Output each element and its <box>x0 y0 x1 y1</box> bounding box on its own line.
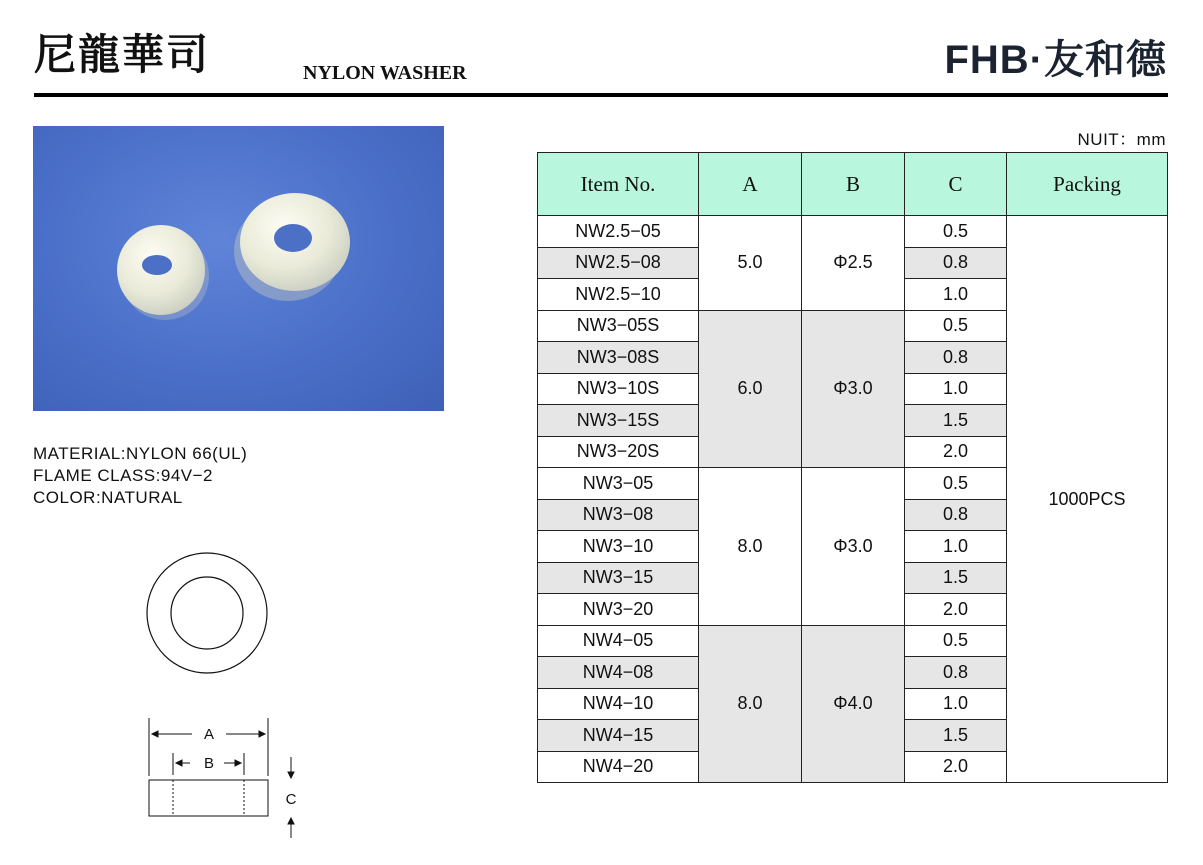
cell-packing: 1000PCS <box>1007 216 1168 783</box>
cell-a: 8.0 <box>699 625 802 783</box>
cell-c: 0.8 <box>905 657 1007 689</box>
cell-item-no: NW3−15 <box>538 562 699 594</box>
cell-item-no: NW3−10S <box>538 373 699 405</box>
cell-c: 1.5 <box>905 562 1007 594</box>
cell-c: 1.0 <box>905 688 1007 720</box>
label-b: B <box>203 755 215 772</box>
header-rule <box>34 93 1168 97</box>
cell-c: 1.0 <box>905 531 1007 563</box>
cell-c: 2.0 <box>905 751 1007 783</box>
cell-item-no: NW4−05 <box>538 625 699 657</box>
table-row <box>538 216 1168 248</box>
top-view <box>147 553 267 673</box>
cell-b: Φ4.0 <box>802 625 905 783</box>
cell-c: 2.0 <box>905 594 1007 626</box>
cell-item-no: NW3−20S <box>538 436 699 468</box>
large-washer <box>234 193 350 301</box>
label-a: A <box>203 726 215 743</box>
header-b: B <box>802 153 905 216</box>
material-line: MATERIAL:NYLON 66(UL) <box>33 444 248 463</box>
color-line: COLOR:NATURAL <box>33 488 183 507</box>
cell-c: 0.5 <box>905 216 1007 248</box>
cell-a: 5.0 <box>699 216 802 311</box>
cell-c: 0.8 <box>905 342 1007 374</box>
cell-item-no: NW3−10 <box>538 531 699 563</box>
dimension-drawing <box>130 548 340 853</box>
cell-c: 0.5 <box>905 468 1007 500</box>
header-item-no: Item No. <box>538 153 699 216</box>
header-c: C <box>905 153 1007 216</box>
cell-item-no: NW4−20 <box>538 751 699 783</box>
cell-c: 1.5 <box>905 720 1007 752</box>
cell-c: 2.0 <box>905 436 1007 468</box>
cell-item-no: NW3−05S <box>538 310 699 342</box>
page-title-english: NYLON WASHER <box>303 62 467 84</box>
cell-item-no: NW4−10 <box>538 688 699 720</box>
table-header-row <box>538 153 1168 216</box>
product-photo <box>33 126 444 411</box>
cell-a: 8.0 <box>699 468 802 626</box>
cell-c: 0.5 <box>905 625 1007 657</box>
cell-c: 0.5 <box>905 310 1007 342</box>
cell-item-no: NW4−08 <box>538 657 699 689</box>
brand-logo: FHB·友和德 <box>944 38 1167 82</box>
cell-b: Φ3.0 <box>802 468 905 626</box>
cell-item-no: NW3−08 <box>538 499 699 531</box>
flame-class-line: FLAME CLASS:94V−2 <box>33 466 214 485</box>
small-washer <box>117 225 209 320</box>
side-view <box>149 718 294 838</box>
cell-c: 1.5 <box>905 405 1007 437</box>
cell-c: 0.8 <box>905 499 1007 531</box>
cell-c: 1.0 <box>905 373 1007 405</box>
label-c: C <box>285 791 297 808</box>
page-title-chinese: 尼龍華司 <box>34 30 211 79</box>
cell-b: Φ2.5 <box>802 216 905 311</box>
header-packing: Packing <box>1007 153 1168 216</box>
cell-b: Φ3.0 <box>802 310 905 468</box>
cell-item-no: NW2.5−05 <box>538 216 699 248</box>
cell-item-no: NW3−08S <box>538 342 699 374</box>
specification-table <box>537 152 1168 783</box>
cell-item-no: NW4−15 <box>538 720 699 752</box>
cell-item-no: NW3−05 <box>538 468 699 500</box>
unit-note: NUIT：mm <box>1077 130 1166 149</box>
table-body <box>538 216 1168 783</box>
cell-item-no: NW2.5−08 <box>538 247 699 279</box>
cell-a: 6.0 <box>699 310 802 468</box>
cell-item-no: NW3−20 <box>538 594 699 626</box>
washer-photo-illustration <box>33 126 444 411</box>
cell-c: 0.8 <box>905 247 1007 279</box>
material-specs <box>33 443 247 509</box>
header-a: A <box>699 153 802 216</box>
cell-item-no: NW2.5−10 <box>538 279 699 311</box>
cell-c: 1.0 <box>905 279 1007 311</box>
cell-item-no: NW3−15S <box>538 405 699 437</box>
